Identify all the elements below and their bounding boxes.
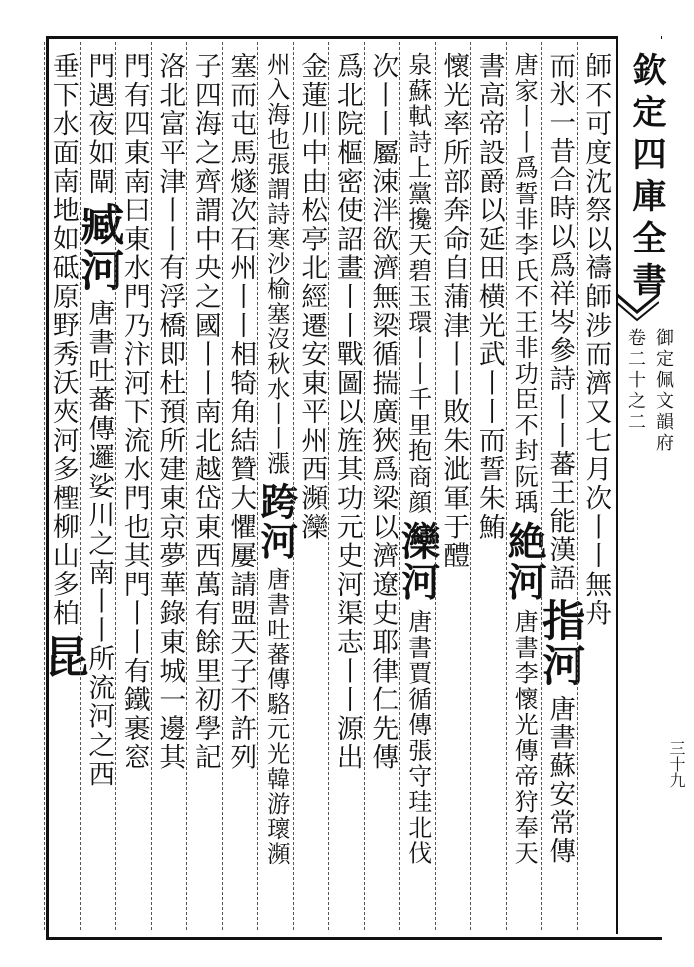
subheading-left: 卷二十之二 (625, 328, 646, 433)
column-separator (541, 42, 542, 930)
column-separator (293, 42, 294, 930)
column-separator (151, 42, 152, 930)
column-separator (435, 42, 436, 930)
column-text: 州入海也張謂詩寒沙榆塞沒秋水丨丨漲 (262, 52, 290, 477)
headword: 絶河 (501, 521, 548, 603)
column-separator (506, 42, 507, 930)
subheading-right: 御定佩文韻府 (653, 328, 674, 454)
headword: 指河 (534, 598, 586, 689)
headword: 昆 (37, 633, 89, 680)
column-text: 書高帝設爵以延田横光武丨丨而誓朱鮪 (473, 52, 505, 542)
headword: 臧河 (73, 201, 125, 294)
column-separator (328, 42, 329, 930)
column-text: 唐書蘇安常傳 (544, 694, 576, 866)
column-text: 爲北院樞密使詔畫丨丨戰圖以旌其功元史河渠志丨丨源出 (331, 52, 363, 772)
column-text: 泉蘇軾詩上黨攙天碧玉環丨丨千里抱商顔 (403, 52, 432, 516)
column-separator (186, 42, 187, 930)
column-text: 金蓮川中由松亭北經遷安東平州西瀕灤 (296, 52, 328, 542)
column-separator (399, 42, 400, 930)
column-text: 塞而屯馬燧次石州丨丨相犄角結贊大懼屢請盟天子不許列 (225, 52, 257, 772)
section-subheading (622, 328, 676, 454)
column-separator (257, 42, 258, 930)
book-title: 欽定四庫全書 (626, 52, 666, 304)
column-separator (470, 42, 471, 930)
column-separator (364, 42, 365, 930)
column-text: 子四海之齊謂中央之國丨丨南北越岱東西萬有餘里初學記 (189, 52, 221, 772)
headword: 跨河 (253, 482, 299, 562)
column-separator (222, 42, 223, 930)
column-separator (80, 42, 81, 930)
page-number: 三十九 (667, 740, 686, 788)
column-text: 而氷一昔合時以爲祥岑參詩丨丨蕃王能漢語 (544, 52, 576, 593)
column-text: 次丨丨屬涑泮欲濟無梁循揣廣狹爲梁以濟遼史耶律仁先傳 (367, 52, 399, 772)
headword: 灤河 (394, 521, 441, 603)
column-text: 垂下水面 (47, 52, 79, 168)
fishtail-ornament (616, 292, 659, 322)
column-text: 門遇夜如閘 (83, 52, 115, 196)
column-separator (44, 42, 45, 930)
column-text: 門有四東南曰東水門乃汴河下流水門也其門丨丨有鐵裹窓 (118, 52, 150, 772)
column-text: 唐書賈循傳張守珪北伐 (403, 608, 432, 867)
column-text: 懷光率所部奔命自蒲津丨丨敗朱泚軍于醴 (438, 52, 470, 571)
column-text: 洛北富平津丨丨有浮橋即杜預所建東京夢華錄東城一邊其 (154, 52, 186, 772)
column-text: 唐書吐蕃傳邏娑川之南丨丨所流河之西 (83, 299, 115, 789)
column-separator (115, 42, 116, 930)
column-text: 唐書李懷光傳帝狩奉天 (510, 608, 539, 867)
column-text: 唐家丨丨爲誓非李氏不王非功臣不封阮瑀 (510, 52, 539, 516)
column-text: 師不可度沈祭以禱師涉而濟又七月次丨丨無舟 (580, 52, 612, 628)
column-text: 南地如砥原野秀沃夾河多檉柳山多柏 (47, 167, 79, 628)
column-text: 唐書吐蕃傳駱元光韓游瓌瀕 (262, 567, 290, 867)
column-separator (577, 42, 578, 930)
